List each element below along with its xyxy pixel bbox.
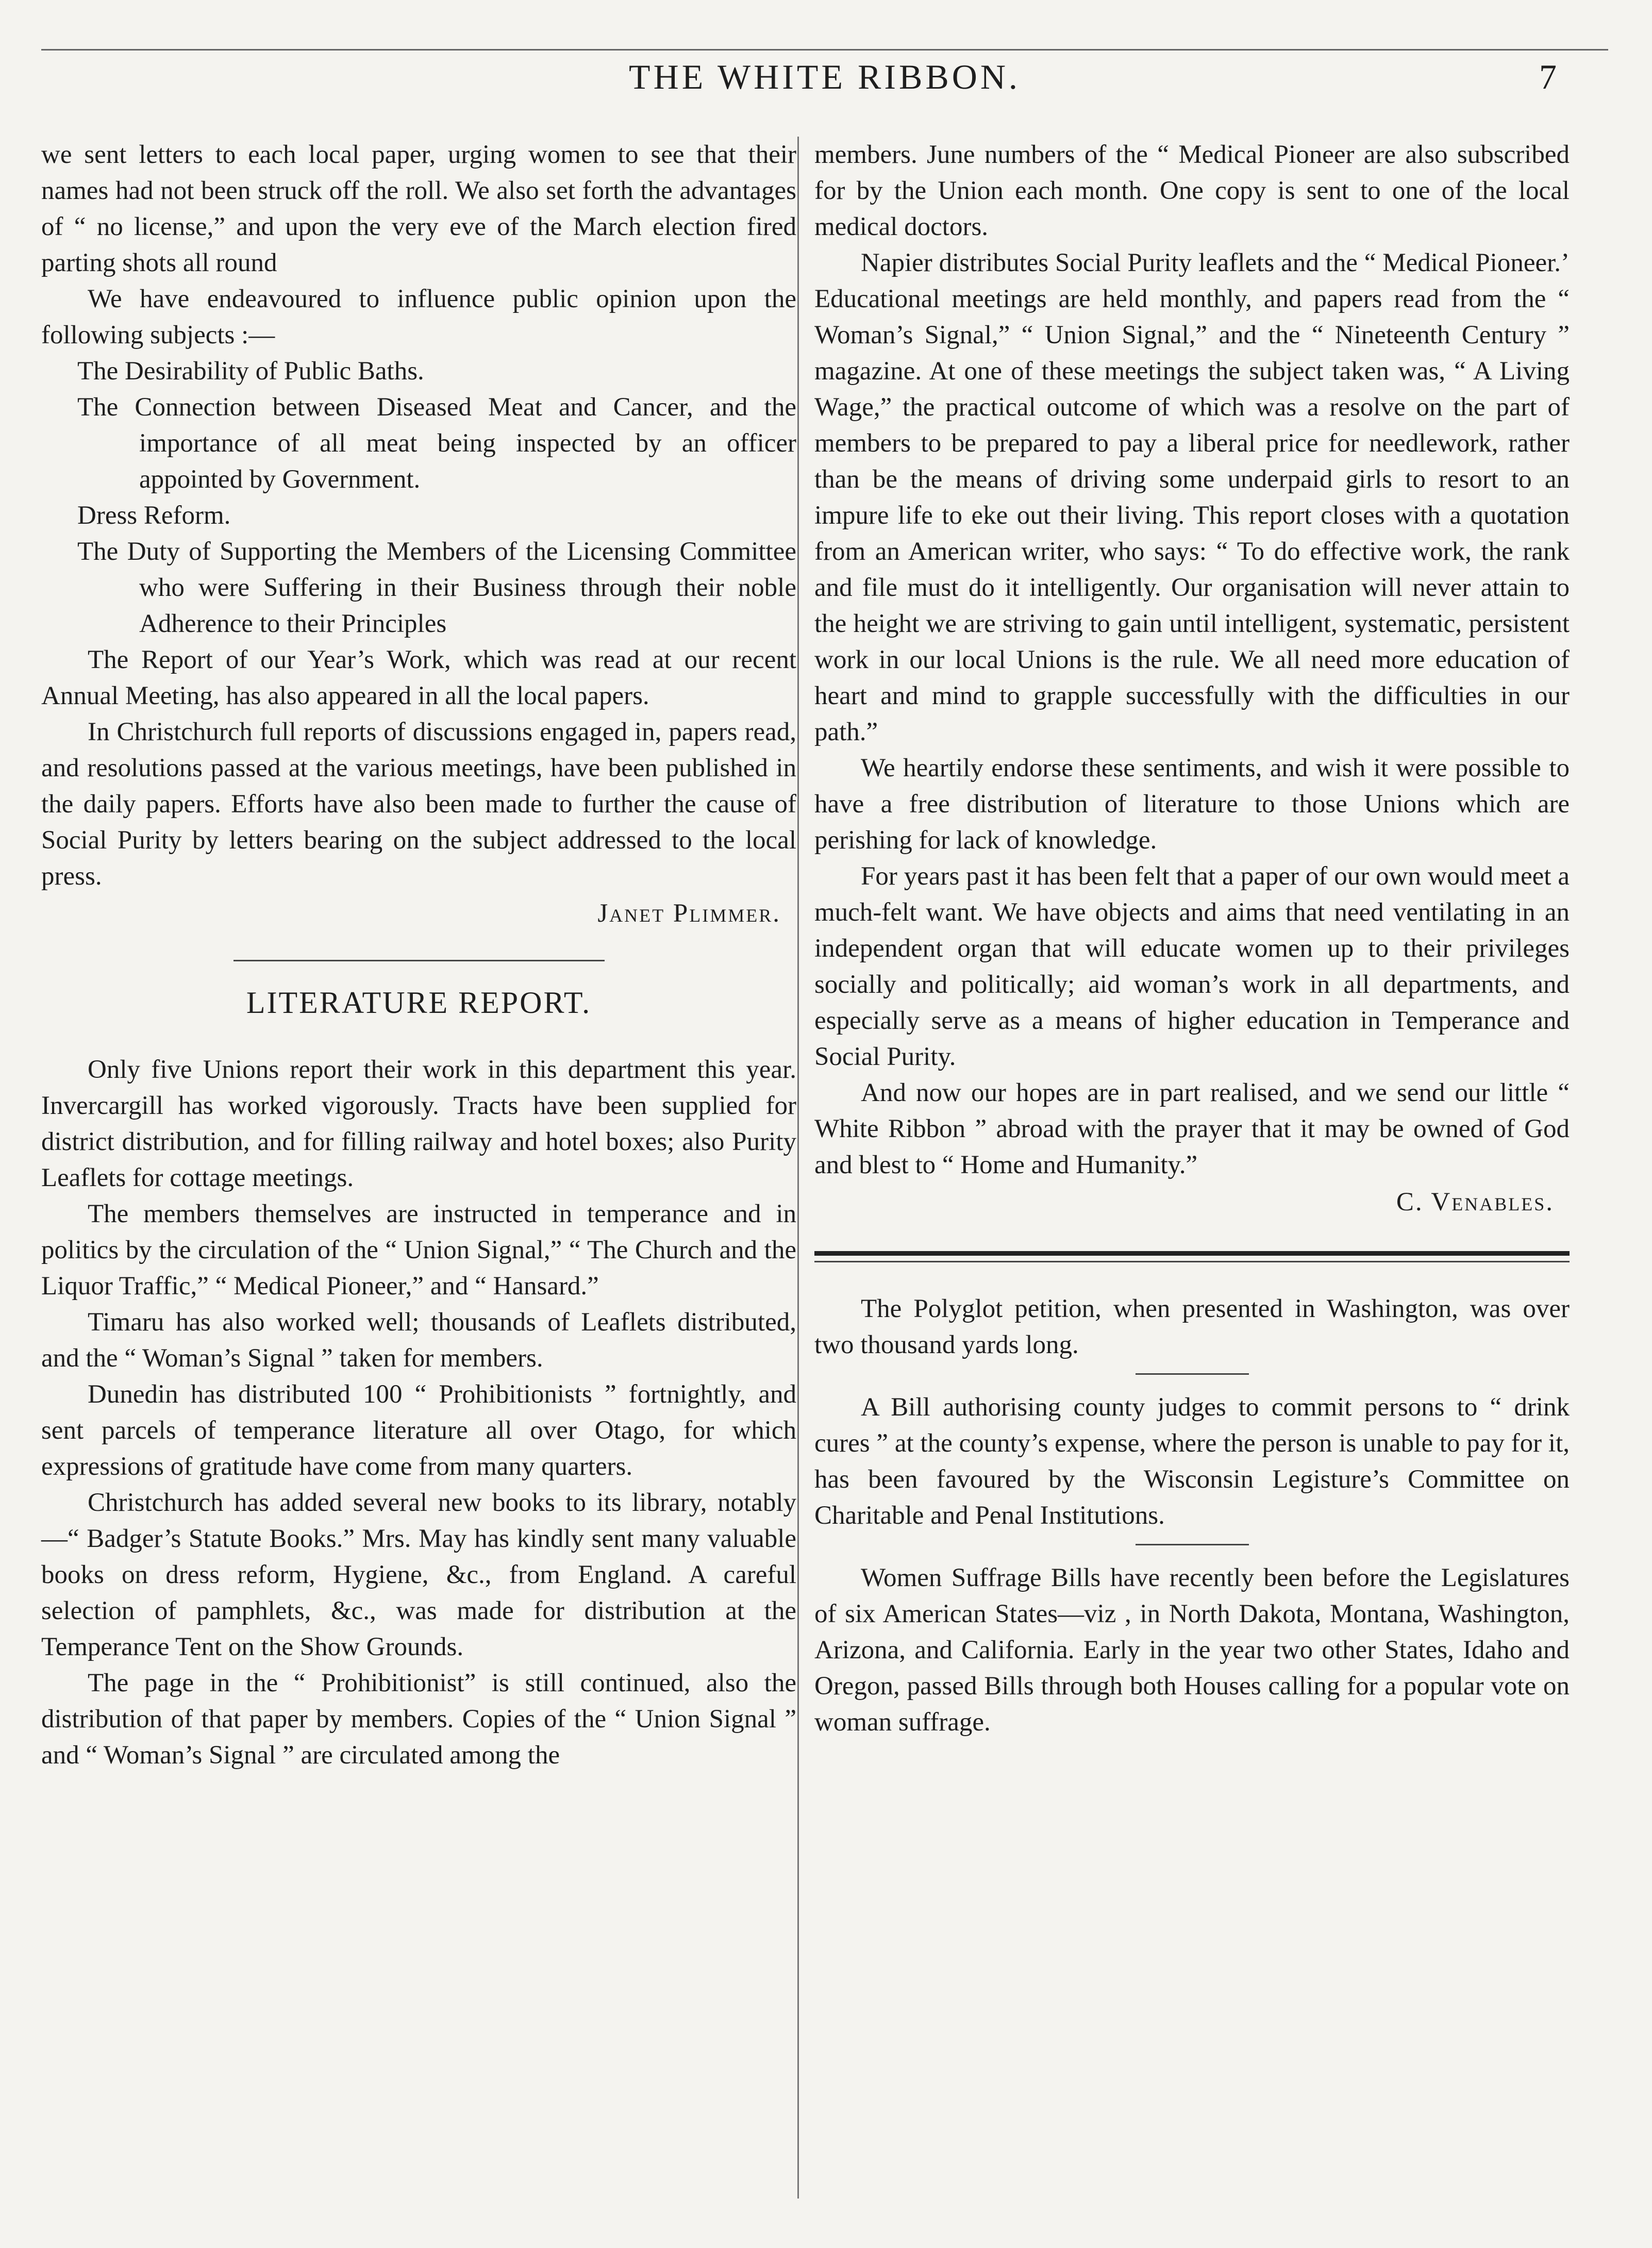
news-item: A Bill authorising county judges to commit persons to “ drink cures ” at the county’s expense, where the person is unable to pay for it, has been favoured by the Wisconsin Legisture’s Committee on Charitable and Penal Institutions. xyxy=(814,1393,1570,1530)
list-item: Dress Reform. xyxy=(77,501,231,530)
item-divider xyxy=(1136,1373,1249,1375)
column-divider xyxy=(797,137,799,2199)
paragraph: The page in the “ Prohibitionist” is still continued, also the distribution of that paper by members. Copies of the “ Union Signal ” and “ Woman’s Signal ” are circulated among the xyxy=(41,1669,796,1770)
left-column xyxy=(41,137,796,1773)
paragraph: The members themselves are instructed in temperance and in politics by the circulation of the “ Union Signal,” “ The Church and the Liquor Traffic,” “ Medical Pioneer,” and “ Hansard.” xyxy=(41,1200,796,1301)
subjects-list xyxy=(41,353,796,642)
page-header xyxy=(41,57,1608,108)
paragraph: In Christchurch full reports of discussions engaged in, papers read, and resolutions passed at the various meetings, have been published in the daily papers. Efforts have also been made to further the cause of Social Purity by letters bearing on the subject addressed to the local press. xyxy=(41,718,796,891)
signature: Janet Plimmer. xyxy=(597,899,781,928)
thin-divider xyxy=(814,1261,1570,1262)
paragraph: we sent letters to each local paper, urging women to see that their names had not been struck off the roll. We also set forth the advantages of “ no license,” and upon the very eve of the March election fired parting shots all round xyxy=(41,140,796,277)
paragraph: We have endeavoured to influence public opinion upon the following subjects :— xyxy=(41,285,796,349)
item-divider xyxy=(1136,1544,1249,1545)
paragraph: Dunedin has distributed 100 “ Prohibitionists ” fortnightly, and sent parcels of temperance literature all over Otago, for which expressions of gratitude have come from many quarters. xyxy=(41,1380,796,1481)
paragraph: And now our hopes are in part realised, and we send our little “ White Ribbon ” abroad with the prayer that it may be owned of God and blest to “ Home and Humanity.” xyxy=(814,1078,1570,1179)
section-title: LITERATURE REPORT. xyxy=(246,986,592,1020)
paragraph: Napier distributes Social Purity leaflets and the “ Medical Pioneer.’ Educational meetings are held monthly, and papers read from the “ Woman’s Signal,” “ Union Signal,” and the “ Nineteenth Century ” magazine. At one of these meetings the subject taken was, “ A Living Wage,” the practical outcome of which was a resolve on the part of members to be prepared to pay a liberal price for needlework, rather than be the means of driving some underpaid girls to resort to an impure life to eke out their living. This report closes with a quotation from an American writer, who says: “ To do effective work, the rank and file must do it intelligently. Our organisation will never attain to the height we are striving to gain until intelligent, systematic, persistent work in our local Unions is the rule. We all need more education of heart and mind to grapple successfully with the difficulties in our path.” xyxy=(814,248,1570,746)
list-item: The Duty of Supporting the Members of the Licensing Committee who were Suffering in their Business through their noble Adherence to their Principles xyxy=(77,537,796,638)
news-item: Women Suffrage Bills have recently been before the Legislatures of six American States—viz , in North Dakota, Montana, Washington, Arizona, and California. Early in the year two other States, Idaho and Oregon, passed Bills through both Houses calling for a popular vote on woman suffrage. xyxy=(814,1563,1570,1737)
list-item: The Desirability of Public Baths. xyxy=(77,357,424,386)
heavy-divider xyxy=(814,1251,1570,1256)
page-number: 7 xyxy=(1539,57,1557,96)
section-divider xyxy=(233,960,605,961)
right-column xyxy=(814,137,1570,1740)
paragraph: The Report of our Year’s Work, which was read at our recent Annual Meeting, has also appeared in all the local papers. xyxy=(41,645,796,710)
paragraph: Christchurch has added several new books to its library, notably—“ Badger’s Statute Books.” Mrs. May has kindly sent many valuable books on dress reform, Hygiene, &c., from England. A careful selection of pamphlets, &c., was made for distribution at the Temperance Tent on the Show Grounds. xyxy=(41,1488,796,1661)
paragraph: We heartily endorse these sentiments, and wish it were possible to have a free distribution of literature to those Unions which are perishing for lack of knowledge. xyxy=(814,754,1570,855)
news-item: The Polyglot petition, when presented in Washington, was over two thousand yards long. xyxy=(814,1294,1570,1359)
paragraph: For years past it has been felt that a paper of our own would meet a much-felt want. We have objects and aims that need ventilating in an independent organ that will educate women up to their privileges socially and politically; aid woman’s work in all departments, and especially serve as a means of higher education in Temperance and Social Purity. xyxy=(814,862,1570,1071)
running-head: THE WHITE RIBBON. xyxy=(629,57,1021,96)
signature: C. Venables. xyxy=(1396,1188,1554,1217)
paragraph: Timaru has also worked well; thousands of Leaflets distributed, and the “ Woman’s Signal ” taken for members. xyxy=(41,1308,796,1373)
list-item: The Connection between Diseased Meat and Cancer, and the importance of all meat being inspected by an officer appointed by Government. xyxy=(77,393,796,494)
header-rule xyxy=(41,49,1608,51)
paragraph: Only five Unions report their work in this department this year. Invercargill has worked vigorously. Tracts have been supplied for district distribution, and for filling railway and hotel boxes; also Purity Leaflets for cottage meetings. xyxy=(41,1055,796,1192)
paragraph: members. June numbers of the “ Medical Pioneer are also subscribed for by the Union each month. One copy is sent to one of the local medical doctors. xyxy=(814,140,1570,241)
